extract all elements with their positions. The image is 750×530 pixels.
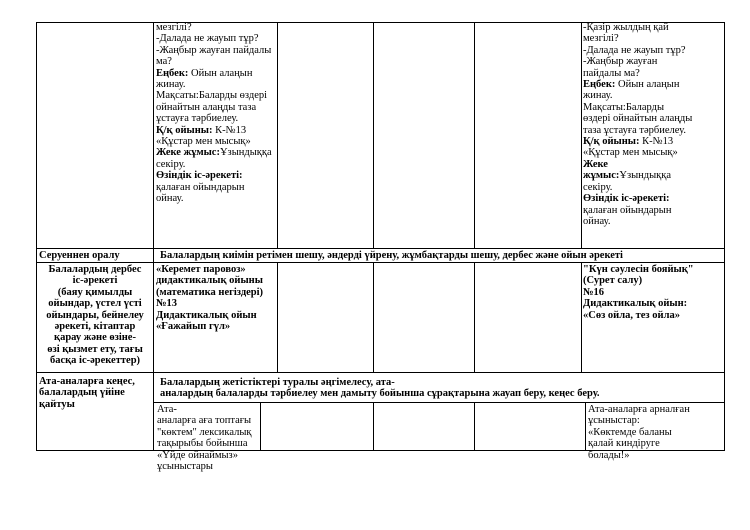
col-divider-4: [474, 22, 475, 248]
col-divider-4-row4: [474, 402, 475, 450]
row2-content: Балалардың киімін ретімен шешу, әндерді үйрену, жұмбақтарды шешу, дербес және ойын әрекеті: [160, 250, 623, 261]
row4-col2-cell: [157, 404, 260, 473]
text-line: секіру.: [583, 181, 613, 193]
row1-col6-text: [583, 22, 723, 227]
text-line: мезгілі?: [156, 22, 192, 33]
text-line: Дидактикалық ойын: [156, 309, 257, 321]
text-line: мезгілі?: [583, 33, 619, 45]
row1-col6-cell: [583, 22, 723, 248]
text-line: пайдалы ма?: [583, 67, 640, 79]
text-line: -Жаңбыр жауған пайдалы: [156, 44, 272, 56]
text-line: қалаған ойындарын: [583, 204, 672, 216]
text-line: Өзіндік іс-әрекеті:: [156, 170, 243, 182]
text-line: ойнау.: [156, 193, 184, 205]
text-line: жинау.: [156, 79, 186, 91]
text-line: Мақсаты:Баларды: [583, 101, 665, 113]
text-line: қарау және өзіне-: [54, 332, 136, 344]
text-line: Ата-аналарға арналған: [588, 404, 690, 415]
col-divider-2-row4: [260, 402, 261, 450]
col-divider-3-row4: [373, 402, 374, 450]
row4-col2-text: [157, 404, 260, 472]
text-line: -Далада не жауып тұр?: [583, 44, 686, 56]
text-line: Жеке: [583, 158, 608, 170]
text-line: жинау.: [583, 90, 613, 102]
text-line: Өзіндік іс-әрекеті:: [583, 193, 670, 205]
text-line: ойнайтын алаңды таза: [156, 101, 257, 113]
text-line: тақырыбы бойынша: [157, 438, 248, 450]
text-line: аналардың балаларды тәрбиелеу мен дамыту бойынша сұрақтарына жауап беру, кеңес беру.: [160, 388, 600, 400]
row-divider-2: [36, 262, 725, 263]
text-line: қайтуы: [39, 398, 75, 410]
text-line: -Далада не жауып тұр?: [156, 33, 259, 45]
text-line: [583, 170, 723, 181]
row-divider-1: [36, 248, 725, 249]
text-line: ұсыныстар:: [588, 415, 640, 427]
row4-col6-cell: [588, 404, 723, 461]
col-divider-3-row3: [373, 262, 374, 372]
text-line: болады!»: [588, 449, 630, 461]
text-line: №13: [156, 298, 178, 310]
text-line: іс-әрекеті: [72, 275, 118, 287]
text-line: басқа іс-әрекеттер): [49, 355, 141, 367]
row4-col6-text: [588, 404, 723, 461]
row4-label-text: [39, 376, 152, 410]
row4-label-cell: [39, 376, 152, 436]
text-line: "Күн сәулесін бояйық": [583, 264, 694, 275]
bold-label: жұмыс:: [583, 170, 620, 182]
col-divider-1: [153, 22, 154, 450]
row2-label: Серуеннен оралу: [39, 250, 120, 261]
row3-col2-text: [156, 264, 276, 332]
text-line: «Құстар мен мысық»: [156, 136, 251, 148]
table-border-right: [724, 22, 725, 450]
text-line: «Сөз ойла, тез ойла»: [583, 309, 680, 321]
text-line: Ата-: [157, 404, 177, 415]
text-line: [156, 125, 276, 136]
text-line: "көктем" лексикалық: [157, 426, 252, 438]
text-line: ұстауға тәрбиелеу.: [156, 113, 239, 125]
text-line: ұсыныстары: [157, 461, 213, 473]
text-line: -Жаңбыр жауған: [583, 56, 658, 68]
row1-col2-cell: [156, 22, 276, 248]
col-divider-2: [277, 22, 278, 248]
bold-label: Қ/қ ойыны:: [156, 124, 213, 136]
row2-label-cell: [39, 250, 151, 262]
row3-col2-cell: [156, 264, 276, 372]
text-line: ойындары, бейнелеу: [46, 309, 144, 321]
row3-label-cell: [38, 264, 152, 372]
text-line: Дидактикалық ойын:: [583, 298, 688, 310]
row2-content-cell: [160, 250, 722, 262]
text-line: Ата-аналарға кеңес,: [39, 376, 135, 387]
text-line: қалай киндіруге: [588, 438, 660, 450]
col-divider-5-row3: [581, 262, 582, 372]
text-line: №16: [583, 286, 605, 298]
text-line: әрекеті, кітаптар: [54, 321, 136, 333]
row1-col2-text: [156, 22, 276, 205]
text-line: қалаған ойындарын: [156, 181, 245, 193]
text-line: дидактикалық ойыны: [156, 275, 263, 287]
text-line: Мақсаты:Баларды өздері: [156, 90, 268, 102]
text-line: [583, 136, 723, 147]
text-line: аналарға аға топтағы: [157, 415, 252, 427]
text-line: өздері ойнайтын алаңды: [583, 113, 693, 125]
text-line: «Үйде ойнаймыз»: [157, 449, 238, 461]
col-divider-3: [373, 22, 374, 248]
table-border-left: [36, 22, 37, 450]
col-divider-4-row3: [474, 262, 475, 372]
col-divider-5: [581, 22, 582, 248]
text-line: ма?: [156, 56, 172, 68]
bold-label: Жеке жұмыс:: [156, 147, 220, 159]
text-line: таза ұстауға тәрбиелеу.: [583, 124, 686, 136]
text-line: [583, 79, 723, 90]
text-line: Балалардың дербес: [48, 264, 142, 275]
text-line: [156, 68, 276, 79]
text-line: ойындар, үстел үсті: [48, 298, 142, 310]
text-line: «Ғажайып гүл»: [156, 321, 231, 333]
row4-content-text: [160, 377, 722, 400]
bold-label: Еңбек:: [156, 67, 189, 79]
text-line: [156, 147, 276, 158]
bold-label: Еңбек:: [583, 79, 616, 91]
text-line: секіру.: [156, 158, 186, 170]
line-rest: Ұзындыққа: [619, 170, 672, 182]
line-rest: К-№13: [212, 124, 247, 136]
line-rest: Ойын алаңын: [188, 67, 253, 79]
text-line: өзі қызмет ету, тағы: [47, 343, 143, 355]
text-line: «Керемет паровоз»: [156, 264, 246, 275]
text-line: «Көктемде баланы: [588, 426, 672, 438]
row4-content-cell: [160, 377, 722, 403]
line-rest: К-№13: [639, 136, 674, 148]
line-rest: Ойын алаңын: [615, 79, 680, 91]
row3-col6-cell: [583, 264, 723, 372]
text-line: -Қазір жылдың қай: [583, 22, 669, 33]
col-divider-2-row3: [277, 262, 278, 372]
bold-label: Қ/қ ойыны:: [583, 136, 640, 148]
row3-label-text: [38, 264, 152, 367]
text-line: «Құстар мен мысық»: [583, 147, 678, 159]
text-line: (Сурет салу): [583, 275, 643, 287]
col-divider-5-row4: [585, 402, 586, 450]
text-line: (баяу қимылды: [57, 286, 133, 298]
text-line: (математика негіздері): [156, 286, 264, 298]
row3-col6-text: [583, 264, 723, 321]
row-divider-3: [36, 372, 725, 373]
line-rest: Ұзындыққа: [219, 147, 272, 159]
text-line: ойнау.: [583, 215, 611, 227]
text-line: балалардың үйіне: [39, 387, 125, 399]
text-line: Балалардың жетістіктері туралы әңгімелесу, ата-: [160, 377, 395, 388]
